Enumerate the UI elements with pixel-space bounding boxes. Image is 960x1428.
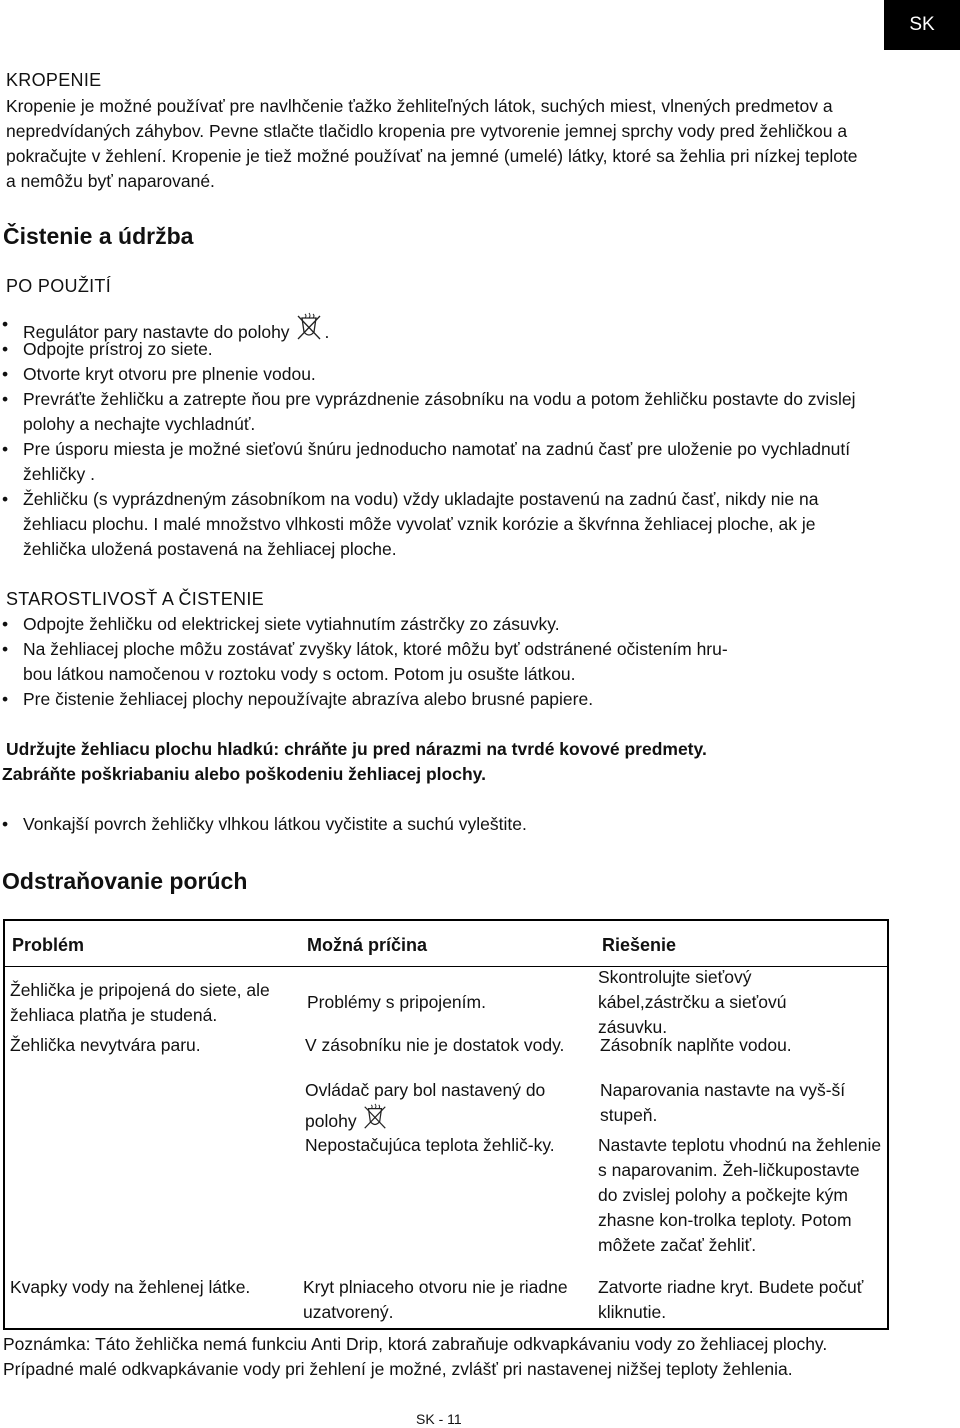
care-item-2-cont: bou látkou namočenou v roztoku vody s octom. Potom ju osušte látkou.: [23, 664, 576, 684]
warning-line-1: Udržujte žehliacu plochu hladkú: chráňte ju pred nárazmi na tvrdé kovové predmety.: [6, 739, 707, 759]
table-row-5-solution: Zatvorte riadne kryt. Budete počuť kliknutie.: [598, 1277, 864, 1322]
table-row-5-cause: Kryt plniaceho otvoru nie je riadne uzatvorený.: [303, 1277, 568, 1322]
language-tab: SK: [884, 0, 960, 50]
spraying-text: Kropenie je možné používať pre navlhčenie ťažko žehliteľných látok, suchých miest, vlnených predmetov a nepredvídaných záhybov. Pevne stlačte tlačidlo kropenia pre vytvorenie jemnej sprchy vody pred žehličkou a pokračujte v žehlení. Kropenie je tiež možné používať na jemné (umelé) látky, ktoré sa žehlia pri nízkej teplote a nemôžu byť naparované.: [6, 96, 858, 191]
page-number: SK - 11: [416, 1411, 462, 1427]
table-row-5-problem: Kvapky vody na žehlenej látke.: [10, 1277, 251, 1297]
table-row-2-cause: V zásobníku nie je dostatok vody.: [305, 1035, 565, 1055]
after-use-item-3: • Otvorte kryt otvoru pre plnenie vodou.: [0, 362, 880, 387]
table-row-1-solution: Skontrolujte sieťový kábel,zástrčku a sieťovú zásuvku.: [598, 967, 787, 1037]
table-row-3-solution: Naparovania nastavte na vyš-ší stupeň.: [600, 1080, 846, 1125]
after-use-item-4: • Prevráťte žehličku a zatrepte ňou pre vyprázdnenie zásobníku na vodu a potom žehličku postavte do zvislej polohy a nechajte vychladnúť.: [0, 387, 860, 437]
table-border-bottom: [3, 1328, 889, 1330]
table-row-4-cause: Nepostačujúca teplota žehlič-ky.: [305, 1135, 555, 1155]
care-heading: STAROSTLIVOSŤ A ČISTENIE: [6, 589, 264, 609]
table-row-2-solution: Zásobník naplňte vodou.: [600, 1035, 792, 1055]
table-row-2-problem: Žehlička nevytvára paru.: [10, 1035, 201, 1055]
anti-drip-note: Poznámka: Táto žehlička nemá funkciu Anti Drip, ktorá zabraňuje odkvapkávaniu vody zo žehliacej plochy. Prípadné malé odkvapkávanie vody pri žehlení je možné, zvlášť pri nastavenej nižšej teploty žehlenia.: [3, 1334, 828, 1379]
after-use-item-1: • Regulátor pary nastavte do polohy .: [0, 312, 880, 349]
after-use-item-5: • Pre úsporu miesta je možné sieťovú šnúru jednoducho namotať na zadnú časť pre uloženie po vychladnutí žehličky .: [0, 437, 880, 487]
spraying-heading: KROPENIE: [6, 70, 102, 90]
table-header-problem: Problém: [12, 935, 85, 955]
after-use-item-6: • Žehličku (s vyprázdneným zásobníkom na vodu) vždy ukladajte postavenú na zadnú časť, nikdy nie na žehliacu plochu. I malé množstvo vlhkosti môže vyvolať vznik korózie a škvŕnna žehliacej ploche, ak je žehlička uložená postavená na žehliacej ploche.: [0, 487, 880, 562]
after-use-heading: PO POUŽITÍ: [6, 276, 112, 296]
table-row-1-cause: Problémy s pripojením.: [307, 992, 486, 1012]
table-row-1-problem: Žehlička je pripojená do siete, ale žehliaca platňa je studená.: [10, 980, 270, 1025]
care-item-3: • Pre čistenie žehliacej plochy nepoužívajte abrazíva alebo brusné papiere.: [0, 687, 880, 712]
cleaning-title: Čistenie a údržba: [3, 223, 194, 249]
table-row-4-solution: Nastavte teplotu vhodnú na žehlenie s naparovanim. Žeh-ličkupostavte do zvislej polohy a počkejte kým zhasne kon-trolka teploty. Potom môžete začať žehliť.: [598, 1135, 882, 1255]
after-use-item-2: • Odpojte prístroj zo siete.: [0, 337, 880, 362]
table-row-3-cause: Ovládač pary bol nastavený do polohy: [305, 1078, 585, 1138]
outer-surface-item: • Vonkajší povrch žehličky vlhkou látkou vyčistite a suchú vyleštite.: [0, 812, 880, 837]
table-header-cause: Možná príčina: [307, 935, 428, 955]
table-border-left: [3, 919, 5, 1330]
care-item-2: • Na žehliacej ploche môžu zostávať zvyšky látok, ktoré môžu byť odstránené očistením hru-: [0, 637, 900, 662]
troubleshooting-title: Odstraňovanie porúch: [2, 868, 248, 894]
warning-line-2: Zabráňte poškriabaniu alebo poškodeniu žehliacej plochy.: [2, 764, 486, 784]
table-border-top: [3, 919, 889, 921]
table-header-solution: Riešenie: [602, 935, 677, 955]
table-border-right: [887, 919, 889, 1330]
care-item-1: • Odpojte žehličku od elektrickej siete vytiahnutím zástrčky zo zásuvky.: [0, 612, 880, 637]
